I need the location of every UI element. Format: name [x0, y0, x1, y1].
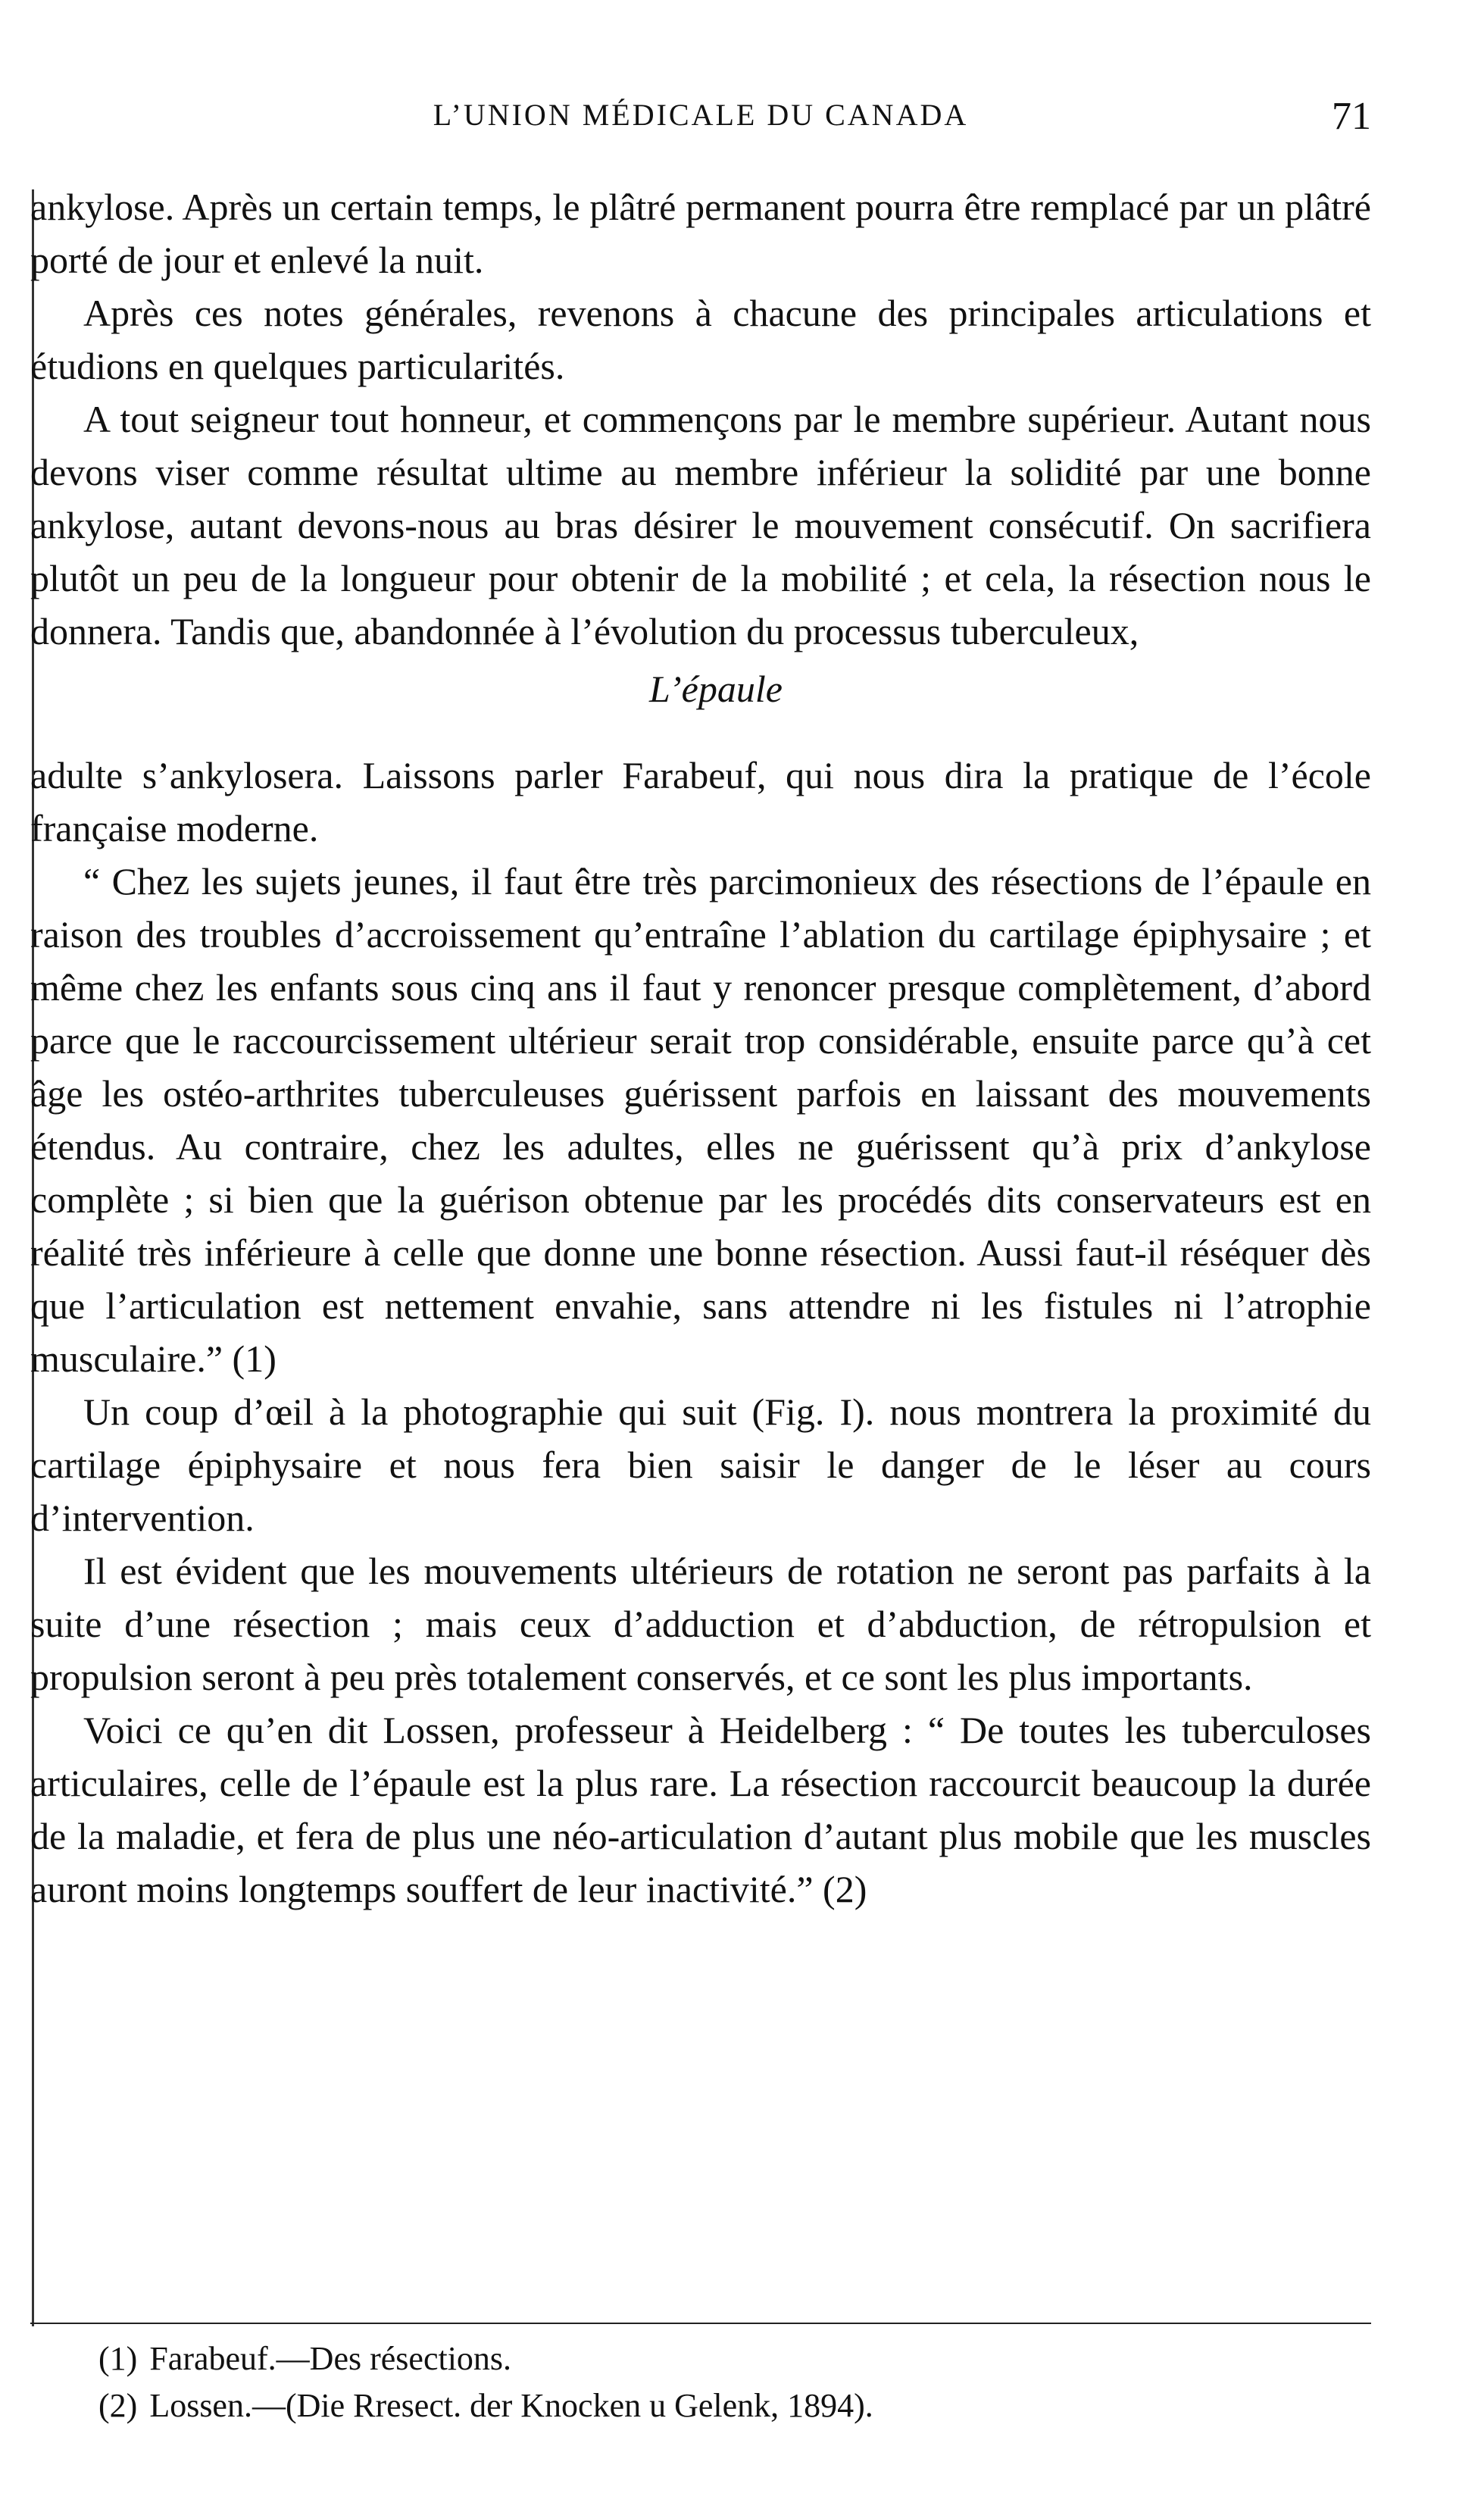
- section-title: L’épaule: [649, 668, 783, 710]
- paragraph: Voici ce qu’en dit Lossen, professeur à Heidelberg : “ De toutes les tuberculoses articulaires, celle de l’épaule est la plus rare. La résection raccourcit beaucoup la durée de la maladie, et fera de plus une néo-articulation d’autant plus mobile que les muscles auront moins longtemps souffert de leur inactivité.” (2): [30, 1709, 1371, 1910]
- body-text: [30, 180, 1371, 1916]
- footnote-divider: [30, 2323, 1371, 2324]
- paragraph: A tout seigneur tout honneur, et commençons par le membre supérieur. Autant nous devons viser comme résultat ultime au membre inférieur la solidité par une bonne ankylose, autant devons-nous au bras désirer le mouvement consécutif. On sacrifiera plutôt un peu de la longueur pour obtenir de la mobilité ; et cela, la résection nous le donnera. Tandis que, abandonnée à l’évolution du processus tuberculeux,: [30, 398, 1371, 652]
- running-head: L’UNION MÉDICALE DU CANADA: [433, 98, 969, 132]
- footnote-mark: (2): [98, 2387, 138, 2424]
- footnote: [98, 2382, 1348, 2429]
- paragraph: Il est évident que les mouvements ultérieurs de rotation ne seront pas parfaits à la suite d’une résection ; mais ceux d’adduction et d’abduction, de rétropulsion et propulsion seront à peu près totalement conservés, et ce sont les plus importants.: [30, 1550, 1371, 1698]
- quotation-paragraph: “ Chez les sujets jeunes, il faut être très parcimonieux des résections de l’épaule en raison des troubles d’accroissement qu’entraîne l’ablation du cartilage épiphysaire ; et même chez les enfants sous cinq ans il faut y renoncer presque complètement, d’abord parce que le raccourcissement ultérieur serait trop considérable, ensuite parce qu’à cet âge les ostéo-arthrites tuberculeuses guérissent parfois en laissant des mouvements étendus. Au contraire, chez les adultes, elles ne guérissent qu’à prix d’ankylose complète ; si bien que la guérison obtenue par les procédés dits conservateurs est en réalité très inférieure à celle que donne une bonne résection. Aussi faut-il réséquer dès que l’articulation est nettement envahie, sans attendre ni les fistules ni l’atrophie musculaire.” (1): [30, 860, 1371, 1380]
- footnote-text: Lossen.—(Die Rresect. der Knocken u Gelenk, 1894).: [149, 2387, 873, 2424]
- paragraph: Après ces notes générales, revenons à chacune des principales articulations et étudions en quelques particularités.: [30, 292, 1371, 387]
- paragraph: adulte s’ankylosera. Laissons parler Farabeuf, qui nous dira la pratique de l’école française moderne.: [30, 754, 1371, 849]
- page-header: [30, 97, 1371, 150]
- footnote-mark: (1): [98, 2340, 138, 2377]
- page-number: 71: [1332, 95, 1371, 138]
- footnote-text: Farabeuf.—Des résections.: [149, 2340, 512, 2377]
- footnotes: [98, 2335, 1348, 2429]
- footnote: [98, 2335, 1348, 2382]
- paragraph: ankylose. Après un certain temps, le plâtré permanent pourra être remplacé par un plâtré porté de jour et enlevé la nuit.: [30, 186, 1371, 281]
- paragraph: Un coup d’œil à la photographie qui suit (Fig. I). nous montrera la proximité du cartilage épiphysaire et nous fera bien saisir le danger de le léser au cours d’intervention.: [30, 1391, 1371, 1539]
